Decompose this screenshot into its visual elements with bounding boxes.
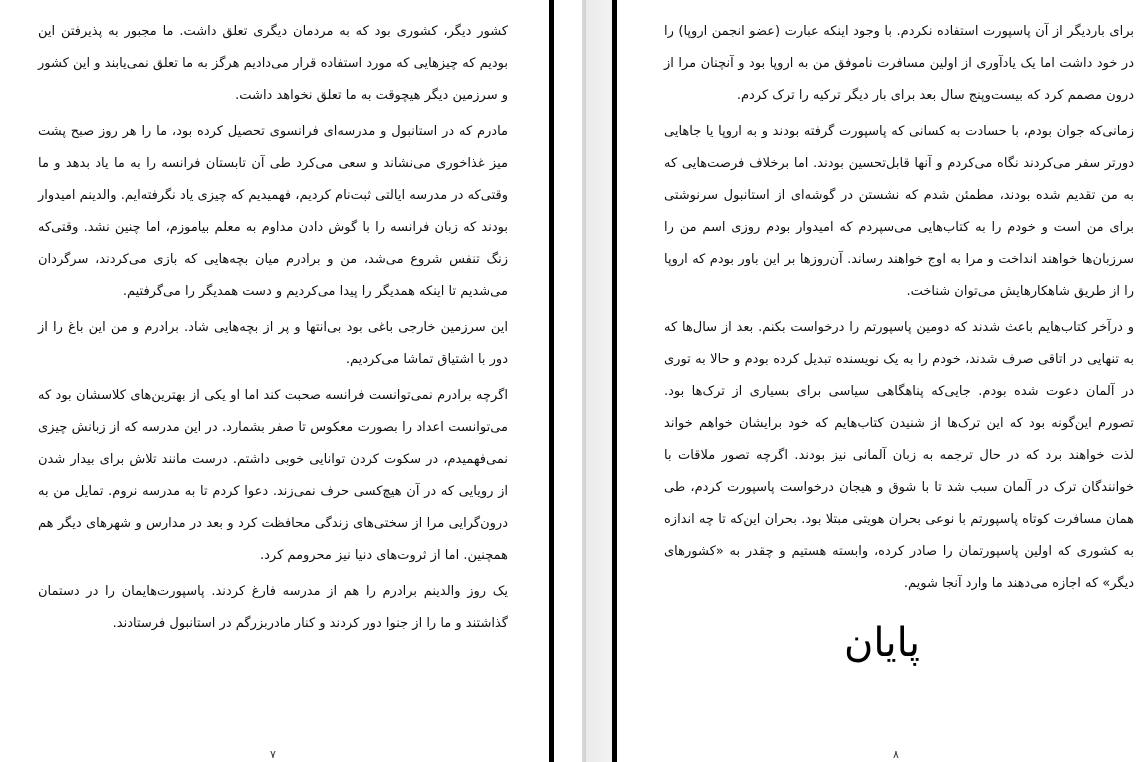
paragraph: برای باردیگر از آن پاسپورت استفاده نکردم. با وجود اینکه عبارت (عضو انجمن اروپا) را در خود داشت اما یک یادآوری از اولین مسافرت ناموفق من به اروپا بود و آنچنان مرا از درون مصمم کرد که بیست‌وپنج سال بعد برای بار دیگر ترکیه را ترک کردم. <box>664 24 1134 103</box>
paragraph: اگرچه برادرم نمی‌توانست فرانسه صحبت کند اما او یکی از بهترین‌های کلاسشان بود که می‌توانست اعداد را بصورت معکوس تا صفر بشمارد. در این مدرسه که از زبانش چیزی نمی‌فهمیدم، در سکوت کردن توانایی خوبی داشتم. درست مانند تلاش برای بیدار شدن از رویایی که در آن هیچ‌کسی حرف نمی‌زند. دعوا کردم تا به مدرسه نروم. تمایل من به درون‌گرایی مرا از سختی‌های زندگی محافظت کرد و بعد در مدارس و شهرهای دیگر هم همچنین. اما از ثروت‌های دنیا نیز محرومم کرد. <box>38 388 508 563</box>
paragraph: کشور دیگر، کشوری بود که به مردمان دیگری تعلق داشت. ما مجبور به پذیرفتن این بودیم که چیزهایی که مورد استفاده قرار می‌دادیم هرگز به ما تعلق نمی‌یابند و این کشور و سرزمین دیگر هیچوقت به ما تعلق نخواهد داشت. <box>38 24 508 103</box>
page-number-right: ۸ <box>893 748 899 761</box>
page-left <box>0 0 549 762</box>
page-body-right <box>664 16 1134 604</box>
paragraph: این سرزمین خارجی باغی بود بی‌انتها و پر از بچه‌هایی شاد. برادرم و من این باغ را از دور با اشتیاق تماشا می‌کردیم. <box>38 320 508 367</box>
paragraph: و درآخر کتاب‌هایم باعث شدند که دومین پاسپورتم را درخواست بکنم. بعد از سال‌ها که به تنهایی در اتاقی صرف شدند، خودم را به یک نویسنده تبدیل کرده بودم و حالا به توری در آلمان دعوت شده بودم. جایی‌که پناهگاهی سیاسی برای بسیاری از ترک‌ها بود. تصورم این‌گونه بود که این ترک‌ها از شنیدن کتاب‌هایم که خود برایشان خواهم خواند لذت خواهند برد که در حال ترجمه به زبان آلمانی نیز بودند. اگرچه تصور ملاقات با خوانندگان ترک در آلمان سبب شد تا با شوق و هیجان درخواست پاسپورت کردم، طی همان مسافرت کوتاه پاسپورتم با نوعی بحران هویتی مبتلا بود. بحران این‌که تا چه اندازه به کشوری که اولین پاسپورتمان را صادر کرده، وابسته هستیم و چقدر به «کشورهای دیگر» که اجازه می‌دهند ما وارد آنجا شویم. <box>664 320 1134 591</box>
paragraph: زمانی‌که جوان بودم، با حسادت به کسانی که پاسپورت گرفته بودند و به اروپا یا جاهایی دورتر سفر می‌کردند نگاه می‌کردم و آنها قابل‌تحسین بودند. اما برخلاف فرصت‌هایی که به من تقدیم شده بودند، مطمئن شدم که نشستن در گوشه‌ای از استانبول سرنوشتی برای من است و خودم را به کتاب‌هایی می‌سپردم که امیدوار بودم روزی اسم من را سرزبان‌ها خواهند انداخت و مرا به اوج خواهند رساند. آن‌روزها بر این باور بودم که اروپا را از طریق شاهکارهایش می‌توان شناخت. <box>664 124 1134 299</box>
page-number-left: ۷ <box>270 748 276 761</box>
page-gap <box>554 0 612 762</box>
paragraph: یک روز والدینم برادرم را هم از مدرسه فارغ کردند. پاسپورت‌هایمان را در دستمان گذاشتند و ما را از جنوا دور کردند و کنار مادربزرگم در استانبول فرستادند. <box>38 584 508 631</box>
page-right <box>617 0 1147 762</box>
page-body-left <box>38 16 508 644</box>
paragraph: مادرم که در استانبول و مدرسه‌ای فرانسوی تحصیل کرده بود، ما را هر روز صبح پشت میز غذاخوری می‌نشاند و سعی می‌کرد طی آن تابستان فرانسه را به ما یاد بدهد و ما وقتی‌که در مدرسه ایالتی ثبت‌نام کردیم، فهمیدیم که چیزی یاد نگرفته‌ایم. والدینم امیدوار بودند که زبان فرانسه را با گوش دادن مداوم به معلم بیاموزم، اما چنین نشد. وقتی‌که زنگ تنفس شروع می‌شد، من و برادرم میان بچه‌هایی که بازی می‌کردند، سرگردان می‌شدیم تا اینکه همدیگر را پیدا می‌کردیم و دست همدیگر را می‌گرفتیم. <box>38 124 508 299</box>
end-title: پایان <box>843 620 920 666</box>
